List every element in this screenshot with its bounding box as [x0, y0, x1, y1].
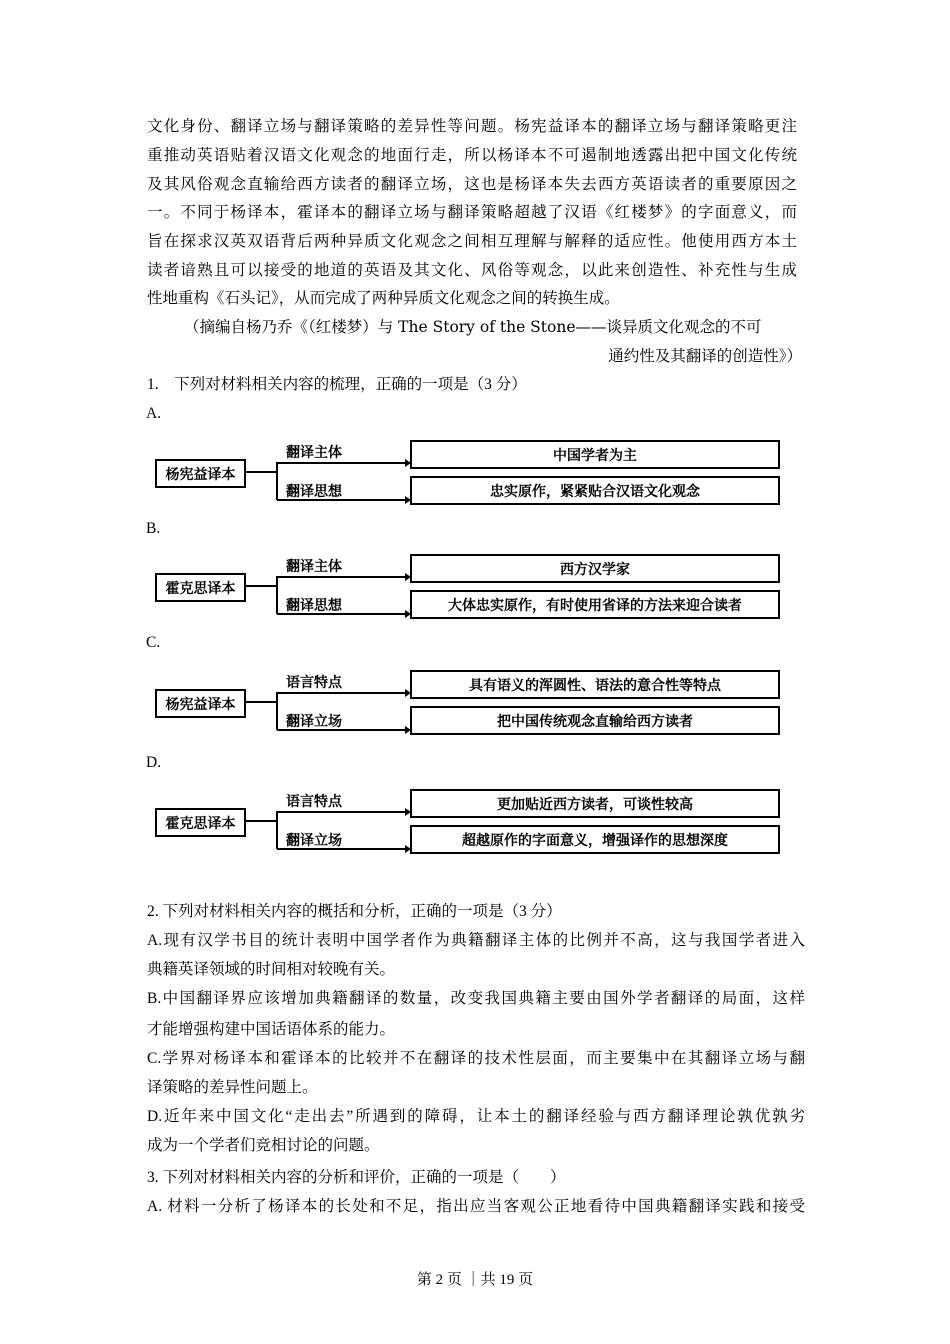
connector	[276, 692, 278, 730]
branch-label: 翻译主体	[286, 559, 342, 575]
arrow-icon	[277, 692, 409, 694]
diagram-box: 忠实原作，紧紧贴合汉语文化观念	[410, 476, 780, 505]
diagram-d	[150, 787, 790, 857]
connector	[246, 585, 277, 587]
branch-label: 语言特点	[286, 794, 342, 810]
diagram-box: 西方汉学家	[410, 554, 780, 583]
passage-line: 性地重构《石头记》，从而完成了两种异质文化观念之间的转换生成。	[147, 289, 620, 307]
question-3-option: A. 材料一分析了杨译本的长处和不足，指出应当客观公正地看待中国典籍翻译实践和接受	[147, 1198, 805, 1215]
option-label: D.	[146, 754, 162, 771]
branch-label: 翻译思想	[286, 484, 342, 500]
question-2-option: 译策略的差异性问题上。	[147, 1079, 318, 1096]
page-footer: 第 2 页 ｜共 19 页	[416, 1272, 534, 1288]
question-2-stem: 2. 下列对材料相关内容的概括和分析，正确的一项是（3 分）	[147, 903, 562, 920]
question-2-option: D.近年来中国文化“走出去”所遇到的障碍，让本土的翻译经验与西方翻译理论孰优孰劣	[147, 1108, 805, 1125]
branch-label: 翻译思想	[286, 598, 342, 614]
arrow-icon	[277, 576, 409, 578]
citation: （摘编自杨乃乔《（红楼梦）与 The Story of the Stone——谈异质文化观念的不可	[184, 318, 762, 336]
option-label: C.	[146, 634, 161, 651]
question-2-option: 成为一个学者们竞相讨论的问题。	[147, 1137, 380, 1154]
question-2-option: B.中国翻译界应该增加典籍翻译的数量，改变我国典籍主要由国外学者翻译的局面，这样	[147, 990, 805, 1007]
branch-label: 翻译立场	[286, 833, 342, 849]
connector	[276, 576, 278, 614]
passage-line: 文化身份、翻译立场与翻译策略的差异性等问题。杨宪益译本的翻译立场与翻译策略更注	[147, 117, 797, 135]
diagram-b	[150, 552, 790, 622]
branch-label: 翻译立场	[286, 714, 342, 730]
question-1-stem: 1. 下列对材料相关内容的梳理，正确的一项是（3 分）	[147, 376, 527, 393]
diagram-main-box: 杨宪益译本	[155, 459, 246, 488]
option-label: A.	[146, 405, 162, 422]
diagram-box: 具有语义的浑圆性、语法的意合性等特点	[410, 670, 780, 699]
question-2-option: 典籍英译领域的时间相对较晚有关。	[147, 961, 396, 978]
arrow-icon	[277, 811, 409, 813]
question-2-option: 才能增强构建中国话语体系的能力。	[147, 1021, 396, 1038]
option-label: B.	[146, 520, 161, 537]
branch-label: 语言特点	[286, 675, 342, 691]
connector	[276, 462, 278, 500]
passage-line: 一。不同于杨译本，霍译本的翻译立场与翻译策略超越了汉语《红楼梦》的字面意义，而	[147, 203, 797, 221]
diagram-box: 更加贴近西方读者，可谈性较高	[410, 789, 780, 818]
diagram-main-box: 霍克思译本	[155, 573, 246, 602]
connector	[246, 701, 277, 703]
question-2-option: C.学界对杨译本和霍译本的比较并不在翻译的技术性层面，而主要集中在其翻译立场与翻	[147, 1050, 805, 1067]
diagram-box: 把中国传统观念直输给西方读者	[410, 706, 780, 735]
diagram-c	[150, 668, 790, 738]
diagram-a	[150, 438, 790, 508]
question-2-option: A.现有汉学书目的统计表明中国学者作为典籍翻译主体的比例并不高，这与我国学者进入	[147, 932, 805, 949]
branch-label: 翻译主体	[286, 445, 342, 461]
diagram-box: 中国学者为主	[410, 440, 780, 469]
passage-line: 重推动英语贴着汉语文化观念的地面行走，所以杨译本不可遏制地透露出把中国文化传统	[147, 146, 797, 164]
diagram-box: 超越原作的字面意义，增强译作的思想深度	[410, 825, 780, 854]
passage-line: 及其风俗观念直输给西方读者的翻译立场，这也是杨译本失去西方英语读者的重要原因之	[147, 175, 797, 193]
arrow-icon	[277, 462, 409, 464]
connector	[246, 820, 277, 822]
connector	[276, 811, 278, 849]
passage-line: 旨在探求汉英双语背后两种异质文化观念之间相互理解与解释的适应性。他使用西方本土	[147, 232, 797, 250]
diagram-main-box: 霍克思译本	[155, 808, 246, 837]
diagram-box: 大体忠实原作，有时使用省译的方法来迎合读者	[410, 590, 780, 619]
connector	[246, 471, 277, 473]
passage-line: 读者谙熟且可以接受的地道的英语及其文化、风俗等观念，以此来创造性、补充性与生成	[147, 261, 797, 279]
diagram-main-box: 杨宪益译本	[155, 689, 246, 718]
question-3-stem: 3. 下列对材料相关内容的分析和评价，正确的一项是（ ）	[147, 1169, 566, 1186]
citation: 通约性及其翻译的创造性》）	[608, 347, 802, 365]
